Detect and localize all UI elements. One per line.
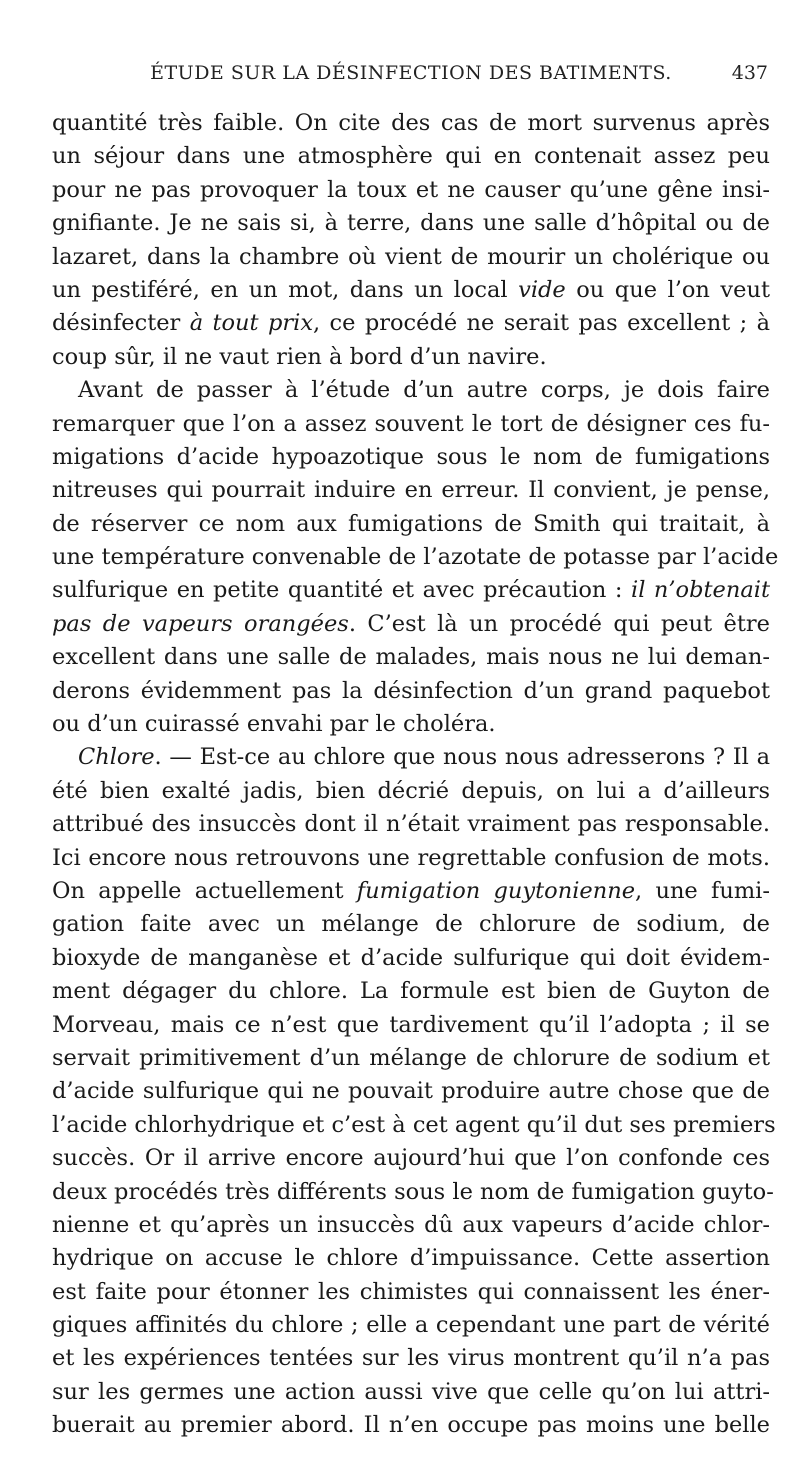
text-line: et les expériences tentées sur les virus montrent qu’il n’a pas [52, 1345, 770, 1372]
text-line: une température convenable de l’azotate de potasse par l’acide [52, 544, 779, 571]
text-line: pour ne pas provoquer la toux et ne causer qu’une gêne insi- [52, 176, 770, 203]
text-line: de réserver ce nom aux fumigations de Smith qui traitait, à [52, 510, 770, 537]
text-line: Ici encore nous retrouvons une regrettable confusion de mots. [52, 844, 770, 871]
text-line: coup sûr, il ne vaut rien à bord d’un navire. [52, 343, 547, 370]
text-line: pas de vapeurs orangées. C’est là un procédé qui peut être [52, 610, 770, 637]
text-line: sulfurique en petite quantité et avec précaution : il n’obtenait [52, 577, 770, 604]
body-text [52, 107, 779, 1443]
text-line: attribué des insuccès dont il n’était vraiment pas responsable. [52, 811, 770, 838]
text-line: Avant de passer à l’étude d’un autre corps, je dois faire [78, 377, 770, 404]
text-line: gnifiante. Je ne sais si, à terre, dans une salle d’hôpital ou de [52, 210, 770, 237]
text-line: excellent dans une salle de malades, mais nous ne lui deman- [52, 644, 770, 671]
text-line: quantité très faible. On cite des cas de mort survenus après [52, 110, 770, 136]
text-line: est faite pour étonner les chimistes qui connaissent les éner- [52, 1278, 770, 1305]
text-line: bioxyde de manganèse et d’acide sulfurique qui doit évidem- [52, 944, 770, 971]
text-line: ment dégager du chlore. La formule est bien de Guyton de [52, 978, 770, 1005]
text-line: gation faite avec un mélange de chlorure de sodium, de [52, 911, 770, 938]
running-title: ÉTUDE SUR LA DÉSINFECTION DES BATIMENTS. [150, 62, 672, 84]
text-line: ou d’un cuirassé envahi par le choléra. [52, 711, 496, 738]
page-number: 437 [731, 62, 768, 84]
text-line: remarquer que l’on a assez souvent le tort de désigner ces fu- [52, 410, 770, 437]
text-line: un séjour dans une atmosphère qui en contenait assez peu [52, 143, 770, 170]
text-line: un pestiféré, en un mot, dans un local vide ou que l’on veut [52, 276, 770, 303]
text-line: derons évidemment pas la désinfection d’un grand paquebot [52, 677, 770, 704]
text-line: hydrique on accuse le chlore d’impuissance. Cette assertion [52, 1245, 770, 1272]
text-line: succès. Or il arrive encore aujourd’hui que l’on confonde ces [52, 1145, 770, 1172]
text-line: migations d’acide hypoazotique sous le nom de fumigations [52, 443, 770, 470]
text-line: nitreuses qui pourrait induire en erreur. Il convient, je pense, [52, 477, 770, 504]
text-line: deux procédés très différents sous le nom de fumigation guyto- [52, 1178, 774, 1205]
text-line: buerait au premier abord. Il n’en occupe pas moins une belle [52, 1412, 770, 1439]
text-line: On appelle actuellement fumigation guytonienne, une fumi- [52, 877, 770, 904]
text-line: Chlore. — Est-ce au chlore que nous nous adresserons ? Il a [78, 744, 770, 771]
text-line: lazaret, dans la chambre où vient de mourir un cholérique ou [52, 243, 770, 270]
text-line: sur les germes une action aussi vive que celle qu’on lui attri- [52, 1378, 770, 1405]
text-line: nienne et qu’après un insuccès dû aux vapeurs d’acide chlor- [52, 1211, 770, 1238]
page-header [52, 62, 770, 92]
text-line: désinfecter à tout prix, ce procédé ne serait pas excellent ; à [52, 310, 770, 337]
text-line: l’acide chlorhydrique et c’est à cet agent qu’il dut ses premiers [52, 1111, 776, 1138]
text-line: Morveau, mais ce n’est que tardivement qu’il l’adopta ; il se [52, 1011, 770, 1038]
text-line: d’acide sulfurique qui ne pouvait produire autre chose que de [52, 1078, 770, 1105]
text-line: servait primitivement d’un mélange de chlorure de sodium et [52, 1044, 770, 1071]
text-line: giques affinités du chlore ; elle a cependant une part de vérité [52, 1312, 770, 1339]
text-line: été bien exalté jadis, bien décrié depuis, on lui a d’ailleurs [52, 777, 770, 804]
